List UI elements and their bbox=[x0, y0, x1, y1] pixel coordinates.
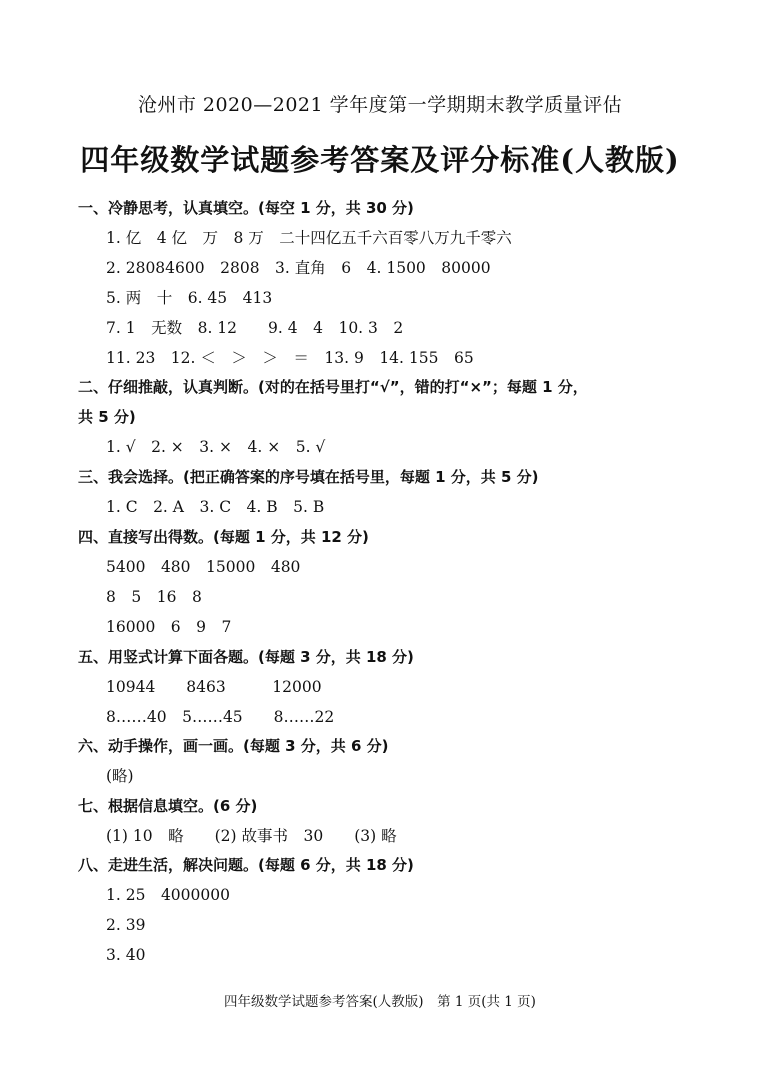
answer-line: 8 5 16 8 bbox=[106, 588, 202, 606]
answer-line: 11. 23 12. ＜ ＞ ＞ ＝ 13. 9 14. 155 65 bbox=[106, 349, 474, 367]
answer-line: 8……40 5……45 8……22 bbox=[106, 708, 335, 726]
document-title: 四年级数学试题参考答案及评分标准(人教版) bbox=[80, 143, 680, 177]
answer-line: 7. 1 无数 8. 12 9. 4 4 10. 3 2 bbox=[106, 319, 404, 337]
answer-line: 5400 480 15000 480 bbox=[106, 558, 301, 576]
answer-line: 3. 40 bbox=[106, 946, 146, 964]
answer-line: 2. 28084600 2808 3. 直角 6 4. 1500 80000 bbox=[106, 259, 491, 277]
page-footer: 四年级数学试题参考答案(人教版) 第 1 页(共 1 页) bbox=[224, 994, 536, 1010]
section-heading-2: 二、仔细推敲，认真判断。(对的在括号里打“√”，错的打“×”；每题 1 分， bbox=[78, 378, 588, 396]
answer-line: 1. 亿 4 亿 万 8 万 二十四亿五千六百零八万九千零六 bbox=[106, 229, 512, 247]
section-heading-5: 五、用竖式计算下面各题。(每题 3 分，共 18 分) bbox=[78, 648, 414, 666]
answer-line: 1. 25 4000000 bbox=[106, 886, 230, 904]
exam-title: 沧州市 2020—2021 学年度第一学期期末教学质量评估 bbox=[137, 94, 623, 116]
section-heading-1: 一、冷静思考，认真填空。(每空 1 分，共 30 分) bbox=[78, 199, 414, 217]
answer-line: (略) bbox=[106, 767, 134, 785]
answer-line: 1. C 2. A 3. C 4. B 5. B bbox=[106, 498, 325, 516]
answer-line: 5. 两 十 6. 45 413 bbox=[106, 289, 273, 307]
answer-line: 1. √ 2. × 3. × 4. × 5. √ bbox=[106, 438, 326, 456]
section-heading-7: 七、根据信息填空。(6 分) bbox=[78, 797, 258, 815]
answer-line: 2. 39 bbox=[106, 916, 146, 934]
section-heading-2-cont: 共 5 分) bbox=[78, 408, 136, 426]
section-heading-8: 八、走进生活，解决问题。(每题 6 分，共 18 分) bbox=[78, 856, 414, 874]
section-heading-4: 四、直接写出得数。(每题 1 分，共 12 分) bbox=[78, 528, 369, 546]
section-heading-3: 三、我会选择。(把正确答案的序号填在括号里，每题 1 分，共 5 分) bbox=[78, 468, 539, 486]
answer-line: (1) 10 略 (2) 故事书 30 (3) 略 bbox=[106, 827, 397, 845]
section-heading-6: 六、动手操作，画一画。(每题 3 分，共 6 分) bbox=[78, 737, 389, 755]
answer-line: 10944 8463 12000 bbox=[106, 678, 322, 696]
answer-line: 16000 6 9 7 bbox=[106, 618, 232, 636]
